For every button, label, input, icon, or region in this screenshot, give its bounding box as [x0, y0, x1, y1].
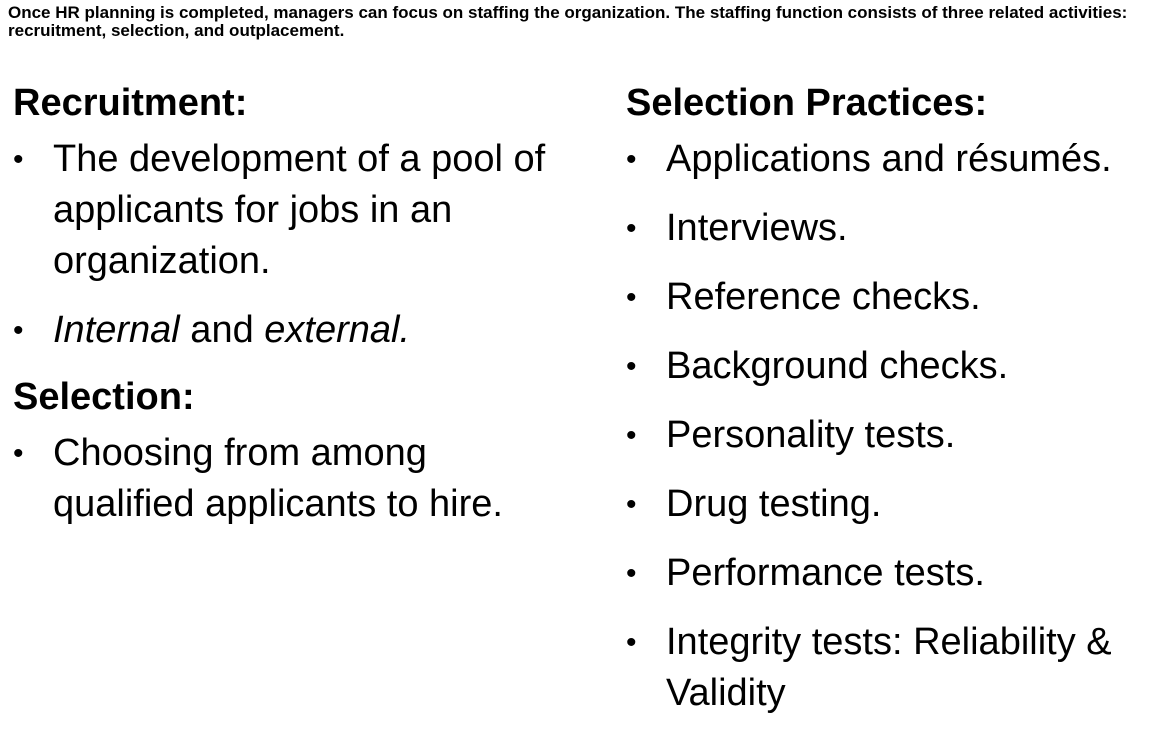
external-text: external.	[264, 309, 411, 351]
list-item-text: Applications and résumés.	[666, 138, 1112, 180]
internal-text: Internal	[53, 309, 180, 351]
list-item	[13, 134, 573, 287]
recruitment-list	[13, 134, 573, 356]
selection-list	[13, 428, 573, 530]
and-text: and	[179, 309, 265, 351]
list-item-text: The development of a pool of applicants for jobs in an organization.	[53, 138, 546, 282]
bullet-icon: •	[626, 419, 637, 452]
list-item	[626, 203, 1170, 254]
bullet-icon: •	[626, 281, 637, 314]
left-column	[13, 80, 573, 548]
list-item-text: Reference checks.	[666, 276, 981, 318]
intro-paragraph: Once HR planning is completed, managers can focus on staffing the organization. The staffing function consists of three related activities: recruitment, selection, and outplacement.	[8, 3, 1128, 40]
bullet-icon: •	[626, 626, 637, 659]
selection-practices-list	[626, 134, 1170, 719]
bullet-icon: •	[13, 437, 24, 470]
bullet-icon: •	[626, 143, 637, 176]
bullet-icon: •	[626, 212, 637, 245]
list-item	[626, 134, 1170, 185]
list-item	[13, 428, 573, 530]
bullet-icon: •	[13, 314, 24, 347]
recruitment-heading: Recruitment:	[13, 82, 248, 124]
list-item-text: Background checks.	[666, 345, 1009, 387]
list-item	[13, 305, 573, 356]
list-item	[626, 341, 1170, 392]
list-item-text: Performance tests.	[666, 552, 985, 594]
bullet-icon: •	[13, 143, 24, 176]
list-item-text: Integrity tests: Reliability & Validity	[666, 621, 1112, 714]
list-item-text: Choosing from among qualified applicants to hire.	[53, 432, 503, 525]
list-item	[626, 410, 1170, 461]
bullet-icon: •	[626, 350, 637, 383]
list-item-text: Drug testing.	[666, 483, 882, 525]
list-item	[626, 272, 1170, 323]
bullet-icon: •	[626, 488, 637, 521]
bullet-icon: •	[626, 557, 637, 590]
selection-heading: Selection:	[13, 376, 195, 418]
list-item-text: Interviews.	[666, 207, 848, 249]
list-item-text: Personality tests.	[666, 414, 956, 456]
list-item	[626, 548, 1170, 599]
list-item	[626, 479, 1170, 530]
selection-practices-heading: Selection Practices:	[626, 82, 988, 124]
right-column	[626, 80, 1170, 737]
list-item	[626, 617, 1170, 719]
